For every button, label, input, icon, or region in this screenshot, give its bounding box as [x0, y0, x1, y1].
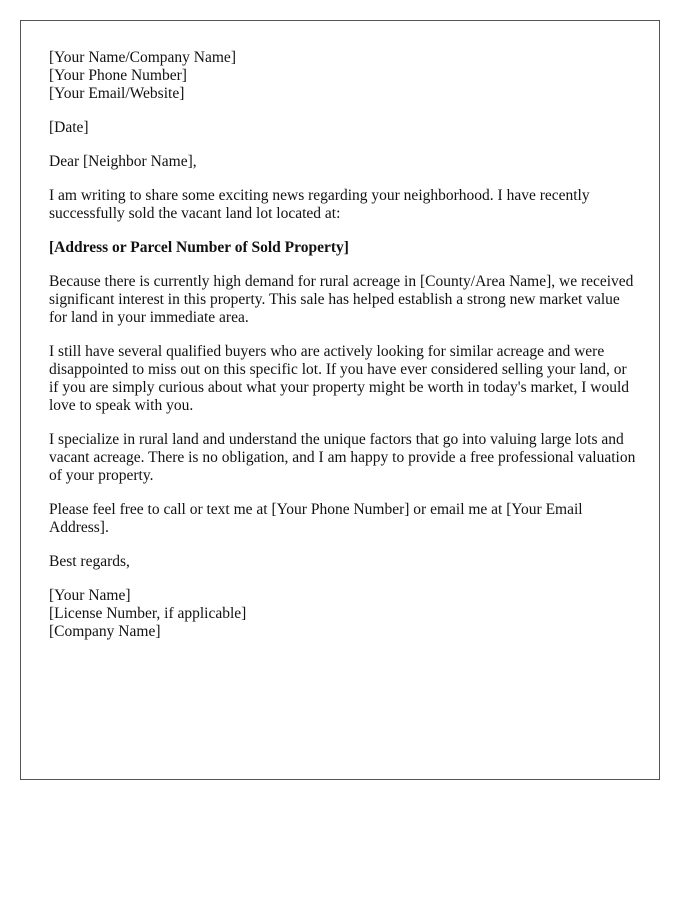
signature-license: [License Number, if applicable]	[49, 605, 247, 622]
demand-paragraph: Because there is currently high demand for rural acreage in [County/Area Name], we received significant interest in this property. This sale has helped establish a strong new market value for land in your immediate area.	[49, 273, 634, 326]
sender-phone: [Your Phone Number]	[49, 67, 187, 84]
contact-paragraph: Please feel free to call or text me at [Your Phone Number] or email me at [Your Email Address].	[49, 501, 583, 536]
sender-email: [Your Email/Website]	[49, 85, 185, 102]
salutation: Dear [Neighbor Name],	[49, 153, 197, 170]
sold-property-address: [Address or Parcel Number of Sold Property]	[49, 239, 349, 256]
buyers-paragraph: I still have several qualified buyers who are actively looking for similar acreage and were disappointed to miss out on this specific lot. If you have ever considered selling your land, or if you are simply curious about what your property might be worth in today's market, I would love to speak with you.	[49, 343, 630, 414]
signature-company: [Company Name]	[49, 623, 161, 640]
closing: Best regards,	[49, 553, 130, 570]
intro-paragraph: I am writing to share some exciting news regarding your neighborhood. I have recently successfully sold the vacant land lot located at:	[49, 187, 590, 222]
signature-name: [Your Name]	[49, 587, 131, 604]
sender-block	[49, 49, 639, 103]
sender-name: [Your Name/Company Name]	[49, 49, 236, 66]
signature-block	[49, 587, 639, 641]
letter-date: [Date]	[49, 119, 89, 136]
letter-body	[49, 49, 639, 657]
specialize-paragraph: I specialize in rural land and understand the unique factors that go into valuing large lots and vacant acreage. There is no obligation, and I am happy to provide a free professional valuation of your property.	[49, 431, 636, 484]
letter-frame	[20, 20, 660, 780]
